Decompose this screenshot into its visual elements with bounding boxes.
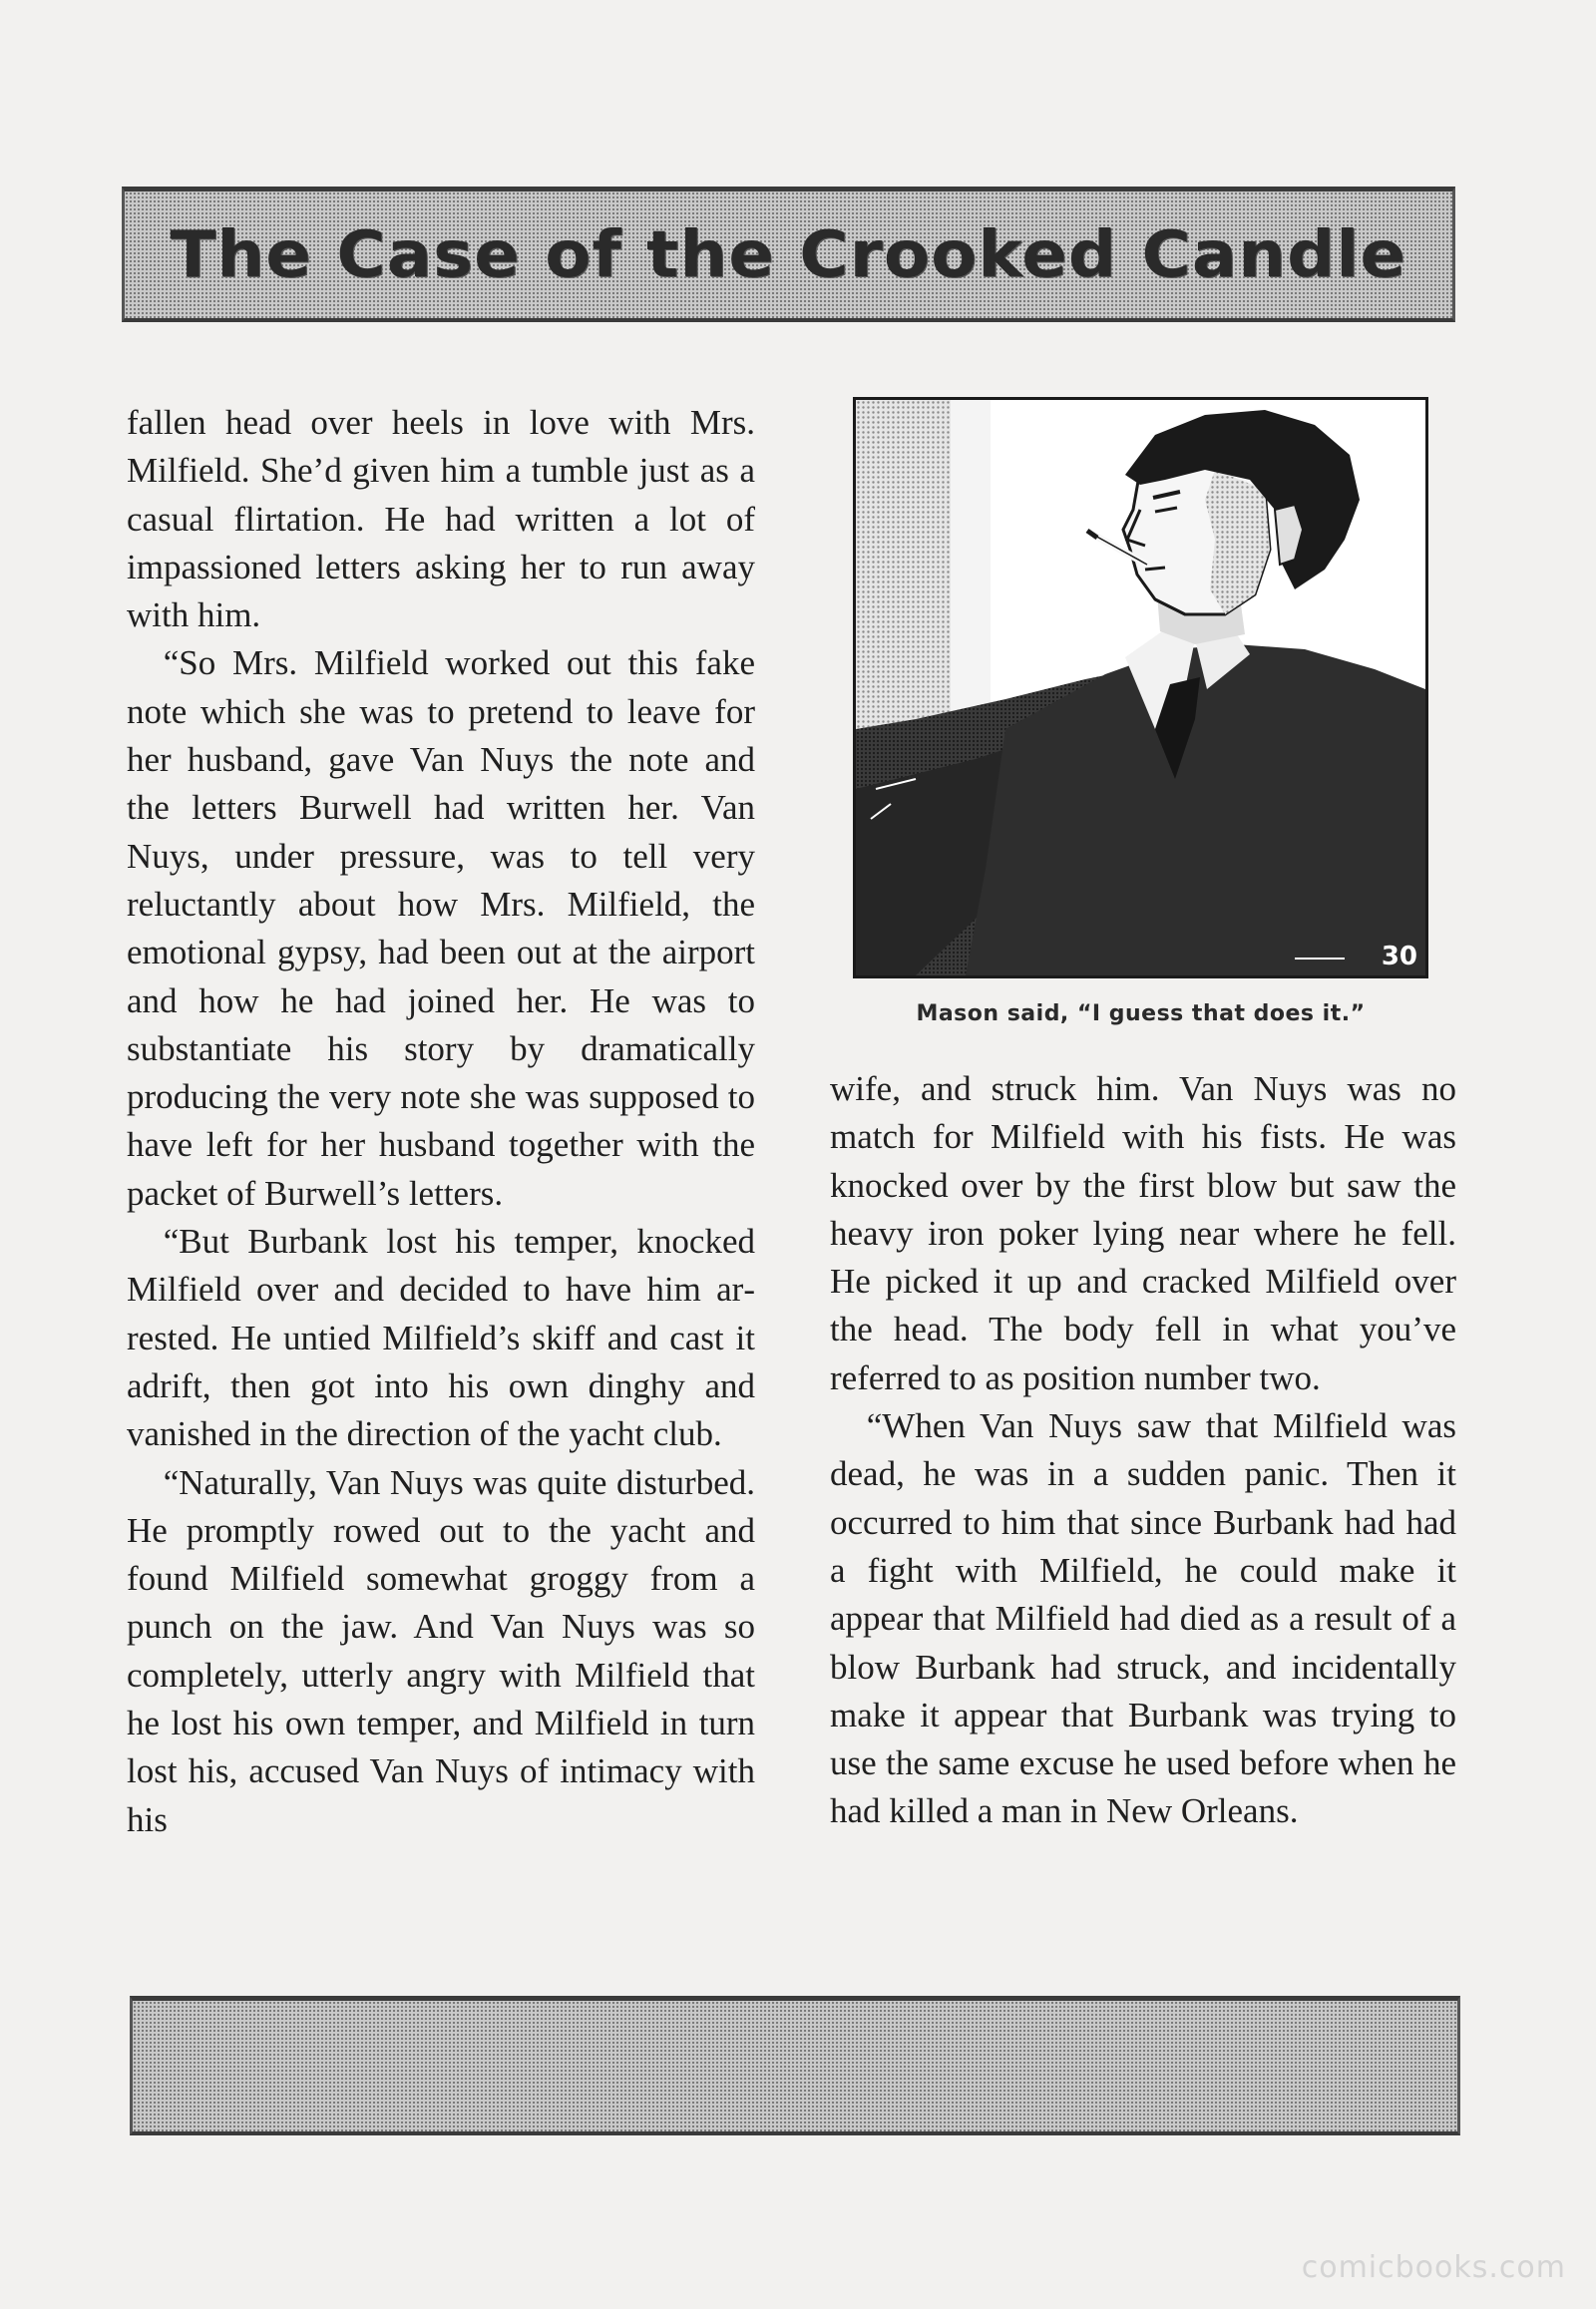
paragraph: “But Burbank lost his temper, knocked Milfield over and decided to have him arrested. He untied Milfield’s skiff and cast it adrift, then got into his own dinghy and vanished in the direction of the yacht club.	[127, 1222, 755, 1454]
paragraph: fallen head over heels in love with Mrs. Milfield. She’d given him a tumble just as a casual flirtation. He had written a lot of impassioned letters asking her to run away with him.	[127, 403, 755, 635]
paragraph: wife, and struck him. Van Nuys was no match for Milfield with his fists. He was knocked over by the first blow but saw the heavy iron poker lying near where he fell. He picked it up and cracked Milfield over the head. The body fell in what you’ve referred to as position number two.	[830, 1069, 1456, 1397]
site-watermark: comicbooks.com	[1301, 2250, 1566, 2285]
bottom-banner	[130, 1996, 1460, 2135]
title-banner	[122, 187, 1455, 322]
comic-panel-illustration	[853, 397, 1428, 978]
paragraph: “So Mrs. Milfield worked out this fake note which she was to pretend to leave for her husband, gave Van Nuys the note and the letters Burwell had written her. Van Nuys, under pressure, was to tell very reluctantly about how Mrs. Milfield, the emotional gypsy, had been out at the airport and how he had joined her. He was to substantiate his story by dramatically producing the very note she was supposed to have left for her husband together with the packet of Burwell’s letters.	[127, 643, 755, 1213]
illustration-caption: Mason said, “I guess that does it.”	[916, 1001, 1366, 1026]
right-text-column	[830, 1065, 1456, 1836]
man-smoking-illustration	[856, 400, 1425, 975]
page-title: The Case of the Crooked Candle	[170, 217, 1407, 292]
left-text-column	[127, 399, 755, 1844]
panel-number: 30	[1381, 942, 1417, 971]
paragraph: “Naturally, Van Nuys was quite disturbed. He promptly rowed out to the yacht and found Milfield somewhat groggy from a punch on the jaw. And Van Nuys was so completely, utterly angry with Milfield that he lost his own temper, and Milfield in turn lost his, accused Van Nuys of intimacy with his	[127, 1462, 755, 1839]
paragraph: “When Van Nuys saw that Milfield was dead, he was in a sudden panic. Then it occurred to him that since Burbank had had a fight with Milfield, he could make it appear that Milfield had died as a result of a blow Burbank had struck, and incidentally make it appear that Burbank was trying to use the same excuse he used before when he had killed a man in New Orleans.	[830, 1406, 1456, 1831]
